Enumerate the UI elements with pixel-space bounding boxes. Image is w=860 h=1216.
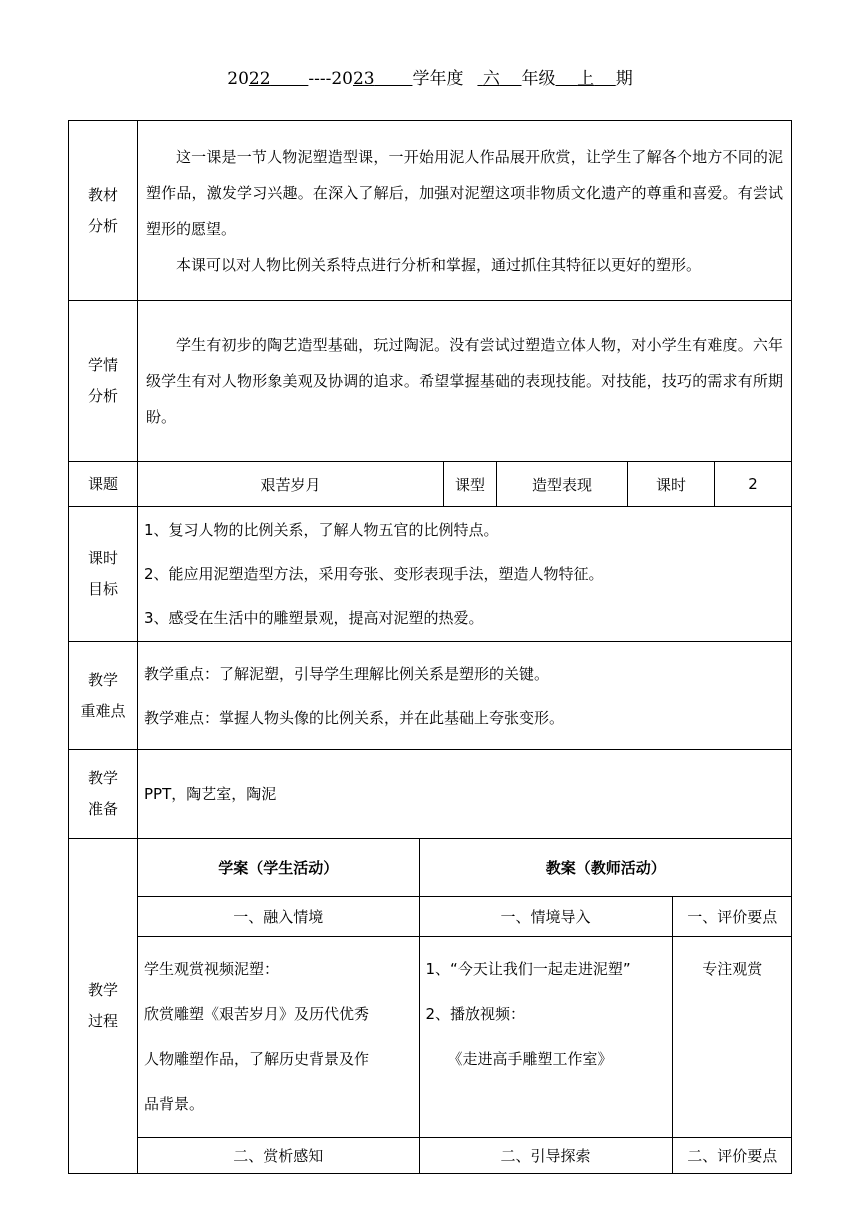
process-row: [69, 839, 792, 1174]
students-row: [69, 301, 792, 462]
teacher-activity-line: 2、播放视频：: [425, 1004, 526, 1023]
term-label: 期: [615, 69, 633, 89]
goals-label: 课时 目标: [69, 507, 138, 642]
topic-label: 课题: [69, 462, 138, 507]
teacher-stage-1-content: [419, 936, 672, 1137]
student-stage-1-content: [138, 936, 419, 1137]
students-paragraph: 学生有初步的陶艺造型基础，玩过陶泥。没有尝试过塑造立体人物，对小学生有难度。六年级学生有对人物形象美观及协调的追求。希望掌握基础的表现技能。对技能，技巧的需求有所期盼。: [146, 336, 784, 426]
school-year-label: 学年度: [412, 69, 464, 89]
year-end-blank: 23: [352, 69, 375, 89]
goal-item: 1、复习人物的比例关系，了解人物五官的比例特点。: [144, 521, 499, 539]
teacher-stage-1-title: 一、情境导入: [419, 896, 672, 936]
evaluation-1-title: 一、评价要点: [672, 896, 792, 936]
student-activity-line: 人物雕塑作品，了解历史背景及作: [144, 1049, 370, 1068]
grade-label: 年级: [521, 69, 556, 89]
student-activity-header: 学案（学生活动）: [138, 839, 419, 896]
teacher-stage-2-title: 二、引导探索: [419, 1137, 672, 1173]
goals-row: [69, 507, 792, 642]
prep-content: [138, 750, 792, 839]
teacher-activity-line: 1、“今天让我们一起走进泥塑”: [425, 959, 631, 978]
student-activity-line: 欣赏雕塑《艰苦岁月》及历代优秀: [144, 1004, 370, 1023]
prep-label: 教学 准备: [69, 750, 138, 839]
prep-value: PPT，陶艺室，陶泥: [144, 785, 277, 803]
students-content: [138, 301, 792, 462]
topic-value: 艰苦岁月: [138, 462, 444, 507]
year-separator: ----20: [308, 69, 353, 89]
lesson-hours-value: 2: [715, 462, 792, 507]
key-point: 教学重点：了解泥塑，引导学生理解比例关系是塑形的关键。: [144, 664, 550, 683]
student-stage-1-title: 一、融入情境: [138, 896, 419, 936]
goals-content: [138, 507, 792, 642]
year-start-prefix: 20: [227, 69, 249, 89]
lesson-plan-table: [68, 120, 792, 1174]
materials-paragraph-1: 这一课是一节人物泥塑造型课，一开始用泥人作品展开欣赏，让学生了解各个地方不同的泥塑作品，激发学习兴趣。在深入了解后，加强对泥塑这项非物质文化遗产的尊重和喜爱。有尝试塑形的愿望。: [146, 147, 784, 238]
lesson-hours-label: 课时: [628, 462, 715, 507]
document-header: [0, 64, 860, 89]
lesson-type-value: 造型表现: [497, 462, 628, 507]
grade-blank: 六: [482, 69, 500, 89]
topic-row: [69, 462, 792, 507]
evaluation-2-title: 二、评价要点: [672, 1137, 792, 1173]
materials-row: [69, 121, 792, 301]
lesson-type-label: 课型: [444, 462, 497, 507]
teacher-activity-header: 教案（教师活动）: [419, 839, 792, 896]
goal-item: 3、感受在生活中的雕塑景观，提高对泥塑的热爱。: [144, 609, 484, 627]
keypoints-row: [69, 642, 792, 750]
evaluation-1-content: [672, 936, 792, 1137]
keypoints-content: [138, 642, 792, 750]
teacher-activity-line: 《走进高手雕塑工作室》: [447, 1049, 613, 1068]
materials-paragraph-2: 本课可以对人物比例关系特点进行分析和掌握，通过抓住其特征以更好的塑形。: [176, 255, 702, 274]
goal-item: 2、能应用泥塑造型方法，采用夸张、变形表现手法，塑造人物特征。: [144, 565, 604, 583]
materials-content: [138, 121, 792, 301]
process-label: 教学 过程: [69, 839, 138, 1174]
process-content: [138, 839, 792, 1174]
keypoints-label: 教学 重难点: [69, 642, 138, 750]
student-activity-line: 品背景。: [144, 1094, 205, 1113]
student-activity-line: 学生观赏视频泥塑：: [144, 959, 280, 978]
materials-label: 教材 分析: [69, 121, 138, 301]
student-stage-2-title: 二、赏析感知: [138, 1137, 419, 1173]
evaluation-value: 专注观赏: [702, 959, 763, 978]
students-label: 学情 分析: [69, 301, 138, 462]
term-blank: 上: [577, 69, 595, 89]
process-table: [138, 839, 792, 1173]
year-start-blank: 22: [248, 69, 271, 89]
prep-row: [69, 750, 792, 839]
difficult-point: 教学难点：掌握人物头像的比例关系，并在此基础上夸张变形。: [144, 708, 565, 727]
